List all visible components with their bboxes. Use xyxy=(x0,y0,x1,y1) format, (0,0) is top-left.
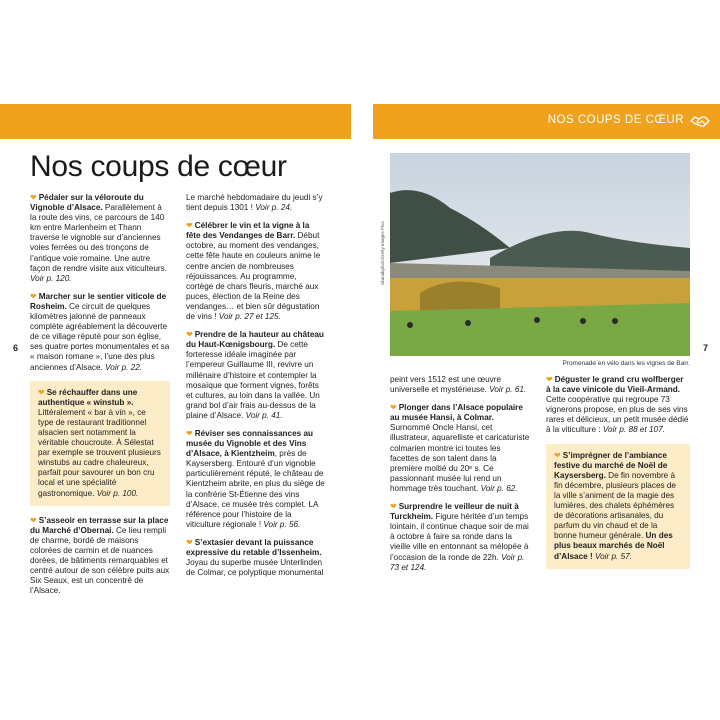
highlight-box-winstub xyxy=(30,381,170,506)
column-4 xyxy=(546,375,690,579)
highlight-box-noel xyxy=(546,444,690,569)
entry-retable-issenheim: ❤ S’extasier devant la puissance expressive du retable d’Issenheim. Joyau du superbe musée Unterlinden de Colmar, ce polyptique monumental xyxy=(186,537,324,578)
entry-obernai: ❤ S’asseoir en terrasse sur la place du Marché d’Obernai. Ce lieu rempli de charme, bordé de maisons colorées de carmin et de nuances dorées, de bâtiments remarquables et centré autour de son célèbre puits aux Six Seaux, est un concentré de l’Alsace. xyxy=(30,515,170,596)
entry-marche-intro: Le marché hebdomadaire du jeudi s’y tient depuis 1301 ! Voir p. 24. xyxy=(186,193,323,213)
entry-turckheim: ❤ Surprendre le veilleur de nuit à Turckheim. Figure héritée d’un temps lointain, il continue chaque soir de mai à octobre à faire sa ronde dans la vieille ville en entonnant sa mélopée à l’occasion de la ronde de 22h. Voir p. 73 et 124. xyxy=(390,502,529,572)
entry-veloroute: ❤ Pédaler sur la véloroute du Vignoble d’Alsace. Parallèlement à la route des vins, ce parcours de 140 km entre Marlenheim et Thann traverse le vignoble sur d’anciennes voies ferrées ou des tronçons de l’antique voie romaine. Une autre façon de rendre visite aux viticulteurs. Voir p. 120. xyxy=(30,193,167,283)
heart-icon: ❤ xyxy=(186,330,193,340)
entry-winstub: ❤ Se réchauffer dans une authentique « winstub ». Littéralement « bar à vin », ce type de restaurant traditionnel alsacien sert notamment la véritable choucroute. À Sélestat par exemple se trouvent plusieurs winstubs au cadre chaleureux, parfait pour savourer un bon cru local et une spécialité gastronomique. Voir p. 100. xyxy=(38,387,161,498)
heart-icon: ❤ xyxy=(30,291,37,301)
page-number-right: 7 xyxy=(703,343,709,353)
vineyard-photo xyxy=(390,153,690,356)
section-label: NOS COUPS DE CŒUR xyxy=(547,114,684,126)
page-number-left: 6 xyxy=(13,343,19,353)
heart-icon: ❤ xyxy=(186,537,193,547)
entry-vendanges-barr: ❤ Célébrer le vin et la vigne à la fête des Vendanges de Barr. Début octobre, au moment des vendanges, cette fête haute en couleurs anime le centre ancien de nombreuses réjouissances. Au programme, cortège de chars fleuris, marché aux puces, élection de la Reine des vendanges… et bien sûr dégustation de vins ! Voir p. 27 et 125. xyxy=(186,221,321,322)
header-band-right xyxy=(373,104,720,139)
heart-icon: ❤ xyxy=(186,221,193,231)
heart-icon: ❤ xyxy=(554,450,561,460)
entry-haut-koenigsbourg: ❤ Prendre de la hauteur au château du Haut-Kœnigsbourg. De cette forteresse idéale imaginée par l’empereur Guillaume III, revivre un millénaire d’histoire et contempler la mosaïque que forment vignes, forêts et cultures, au loin dans la vallée. Un grand bol d’air frais au-dessus de la plaine d’Alsace. Voir p. 41. xyxy=(186,330,324,420)
entry-retable-suite: peint vers 1512 est une œuvre universelle et mystérieuse. Voir p. 61. xyxy=(390,375,527,395)
heart-icon: ❤ xyxy=(390,502,397,512)
heart-icon: ❤ xyxy=(30,515,37,525)
heart-icon: ❤ xyxy=(30,193,37,202)
heart-icon: ❤ xyxy=(38,387,45,397)
photo-caption: Promenade en vélo dans les vignes de Barr. xyxy=(562,360,690,367)
heart-icon: ❤ xyxy=(546,375,553,384)
header-band-left xyxy=(0,104,351,139)
entry-rosheim: ❤ Marcher sur le sentier viticole de Rosheim. Ce circuit de quelques kilomètres jalonné de panneaux complète agréablement la découverte de ce village réputé pour son église, ses quatre portes monumentales et sa « maison romane », l’une des plus anciennes d’Alsace. Voir p. 22. xyxy=(30,291,170,372)
heart-icon: ❤ xyxy=(390,403,397,413)
heart-icon: ❤ xyxy=(186,428,193,438)
entry-vieil-armand: ❤ Déguster le grand cru wolfberger à la cave vinicole du Vieil-Armand. Cette coopérative qui regroupe 73 vignerons propose, en plus de ses vins rares et délicieux, un petit musée dédié à la viticulture : Voir p. 88 et 107. xyxy=(546,375,689,435)
handshake-icon xyxy=(690,113,710,129)
column-2 xyxy=(186,193,326,586)
entry-musee-vignoble: ❤ Réviser ses connaissances au musée du Vignoble et des Vins d’Alsace, à Kientzheim, près de Kaysersberg. Entouré d’un vignoble particulièrement réputé, le château de Kientzheim abrite, en plus du siège de la confrérie St-Étienne des vins d’Alsace, ce musée très complet. LA référence pour l’histoire de la viticulture régionale ! Voir p. 56. xyxy=(186,428,325,529)
column-1 xyxy=(30,193,170,604)
entry-marche-noel: ❤ S’imprégner de l’ambiance festive du marché de Noël de Kaysersberg. De fin novembre à fin décembre, plusieurs places de la ville s’animent de la magie des lumières, des chalets éphémères de décorations artisanales, du parfum du vin chaud et de la bonne humeur générale. Un des plus beaux marchés de Noël d’Alsace ! Voir p. 57. xyxy=(554,450,676,561)
page-title: Nos coups de cœur xyxy=(30,150,287,183)
entry-musee-hansi: ❤ Plonger dans l’Alsace populaire au musée Hansi, à Colmar. Surnommé Oncle Hansi, cet illustrateur, aquarelliste et caricaturiste colmarien montre ici toutes les facettes de son talent dans la première moitié du 20ᵉ s. Ce passionnant musée lui rend un hommage très touchant. Voir p. 62. xyxy=(390,403,530,493)
column-3 xyxy=(390,375,530,581)
photo-credit: okanakphoto/Getty Images Plus xyxy=(380,221,385,285)
